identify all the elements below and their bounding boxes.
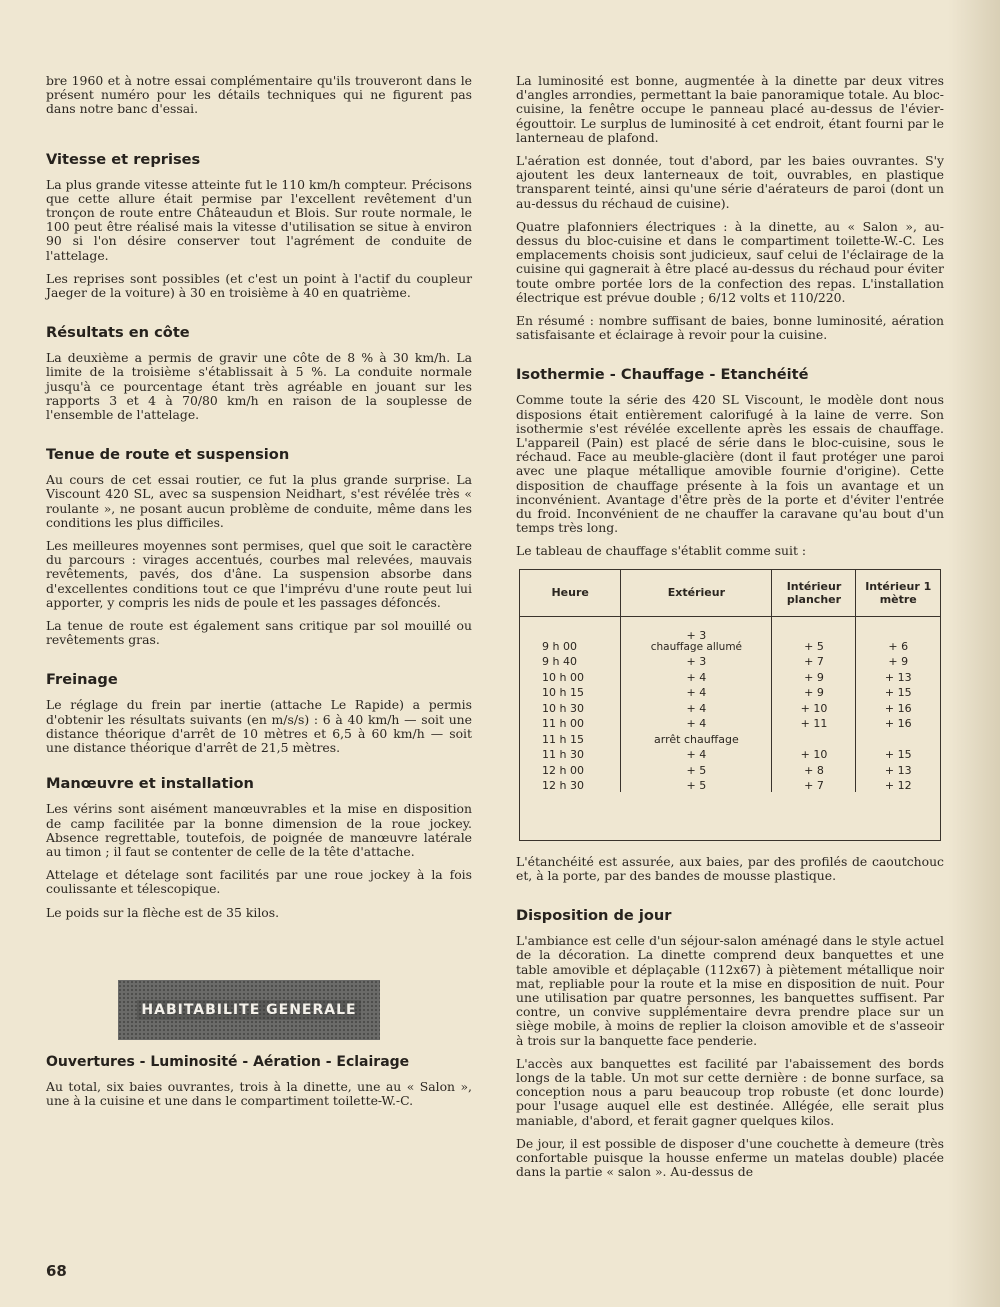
disposition-paragraph-3: De jour, il est possible de disposer d'une couchette à demeure (très confortable puisque la housse enferme un matelas double) placée dans la partie « salon ». Au-dessus de: [516, 1135, 944, 1180]
heading-tenue: Tenue de route et suspension: [46, 446, 290, 464]
heading-cote: Résultats en côte: [46, 324, 190, 342]
heating-table: [519, 569, 941, 841]
banner-label: HABITABILITE GENERALE: [137, 1000, 360, 1020]
luminosite-paragraph: La luminosité est bonne, augmentée à la dinette par deux vitres d'angles arrondies, permettant la baie panoramique totale. Au bloc-cuisine, la fenêtre occupe le panneau placé au-dessus de l'évier-égouttoir. Le surplus de luminosité à cet endroit, étant fourni par le lanterneau de plafond.: [516, 73, 944, 145]
section-banner: [118, 980, 380, 1040]
header-metre: Intérieur 1 mètre: [856, 570, 940, 617]
heading-manoeuvre: Manœuvre et installation: [46, 775, 254, 793]
plafonniers-paragraph: Quatre plafonniers électriques : à la dinette, au « Salon », au-dessus du bloc-cuisine et dans le compartiment toilette-W.-C. Les emplacements choisis sont judicieux, sauf celui de l'éclairage de la cuisine qui gagnerait à être placé au-dessus du réchaud pour éviter toute ombre portée lors de la confection des repas. L'installation électrique est prévue double ; 6/12 volts et 110/220.: [516, 218, 944, 305]
heading-isothermie: Isothermie - Chauffage - Etanchéité: [516, 366, 809, 384]
header-exterieur: Extérieur: [621, 570, 772, 617]
freinage-paragraph: Le réglage du frein par inertie (attache Le Rapide) a permis d'obtenir les résultats suivants (en m/s/s) : 6 à 40 km/h — soit une distance théorique d'arrêt de 10 mètres et 6,5 à 60 km/h — soit une distance théorique d'arrêt de 21,5 mètres.: [46, 697, 472, 756]
table-row: 12 h 00 + 5 + 8 + 13: [520, 761, 940, 777]
isothermie-paragraph: Comme toute la série des 420 SL Viscount, le modèle dont nous disposions était entièrement calorifugé à la laine de verre. Son isothermie s'est révélée excellente après les essais de chauffage. L'appareil (Pain) est placé de série dans le bloc-cuisine, sous le réchaud. Face au meuble-glacière (dont il faut protéger une paroi avec une plaque métallique amovible fournie d'origine). Cette disposition de chauffage présente à la fois un avantage et un inconvénient. Avantage d'être près de la porte et d'éviter l'entrée du froid. Inconvénient de ne chauffer la caravane qu'au bout d'un temps très long.: [516, 392, 944, 536]
heading-vitesse: Vitesse et reprises: [46, 150, 201, 168]
table-row: 9 h 00 + 3 chauffage allumé + 5 + 6: [520, 616, 940, 653]
table-row: 11 h 30 + 4 + 10 + 15: [520, 746, 940, 762]
resume-paragraph: En résumé : nombre suffisant de baies, bonne luminosité, aération satisfaisante et éclairage à revoir pour la cuisine.: [516, 313, 944, 343]
header-plancher: Intérieur plancher: [772, 570, 856, 617]
cote-paragraph: La deuxième a permis de gravir une côte de 8 % à 30 km/h. La limite de la troisième s'établissait à 5 %. La conduite normale jusqu'à ce pourcentage étant très agréable en jouant sur les rapports 3 et 4 à 70/80 km/h en raison de la souplesse de l'ensemble de l'attelage.: [46, 350, 472, 423]
intro-paragraph: bre 1960 et à notre essai complémentaire qu'ils trouveront dans le présent numéro pour les détails techniques qui ne figurent pas dans notre banc d'essai.: [46, 73, 472, 117]
right-column: [516, 74, 944, 1188]
vitesse-paragraph-2: Les reprises sont possibles (et c'est un point à l'actif du coupleur Jaeger de la voiture) à 30 en troisième à 40 en quatrième.: [46, 270, 472, 301]
disposition-paragraph-1: L'ambiance est celle d'un séjour-salon aménagé dans le style actuel de la décoration. La dinette comprend deux banquettes et une table amovible et déplaçable (112x67) à piètement métallique noir mat, repliable pour la route et la mise en disposition de nuit. Pour une utilisation par quatre personnes, les banquettes suffisent. Par contre, un convive supplémentaire devra prendre place sur un siège mobile, à moins de replier la cloison amovible et de s'asseoir à trois sur la banquette face penderie.: [516, 933, 944, 1048]
heading-disposition: Disposition de jour: [516, 907, 672, 925]
heading-freinage: Freinage: [46, 671, 118, 689]
heading-ouvertures: Ouvertures - Luminosité - Aération - Eclairage: [46, 1053, 410, 1070]
aeration-paragraph: L'aération est donnée, tout d'abord, par les baies ouvrantes. S'y ajoutent les deux lanterneaux de toit, ouvrables, en plastique transparent teinté, ainsi qu'une série d'aérateurs de paroi (dont un au-dessus du réchaud de cuisine).: [516, 153, 944, 211]
disposition-paragraph-2: L'accès aux banquettes est facilité par l'abaissement des bords longs de la table. Un mot sur cette dernière : de bonne surface, sa conception nous a paru beaucoup trop robuste (et donc lourde) pour l'usage auquel elle est destinée. Allégée, elle serait plus maniable, d'abord, et ferait gagner quelques kilos.: [516, 1055, 944, 1128]
manoeuvre-paragraph-1: Les vérins sont aisément manœuvrables et la mise en disposition de camp facilitée par la bonne dimension de la roue jockey. Absence regrettable, toutefois, de poignée de manœuvre latérale au timon ; il faut se contenter de celle de la tête d'attache.: [46, 801, 472, 859]
table-row: 9 h 40 + 3 + 7 + 9: [520, 653, 940, 669]
tableau-intro: Le tableau de chauffage s'établit comme suit :: [516, 543, 807, 559]
table-row: 11 h 15 arrêt chauffage: [520, 730, 940, 746]
tenue-paragraph-1: Au cours de cet essai routier, ce fut la plus grande surprise. La Viscount 420 SL, avec sa suspension Neidhart, s'est révélée très « roulante », ne posant aucun problème de conduite, même dans les conditions les plus difficiles.: [46, 472, 472, 530]
page-number: 68: [46, 1262, 67, 1280]
vitesse-paragraph-1: La plus grande vitesse atteinte fut le 110 km/h compteur. Précisons que cette allure était permise par l'excellent revêtement d'un tronçon de route entre Châteaudun et Blois. Sur route normale, le 100 peut être réalisé mais la vitesse d'utilisation se situe à environ 90 si l'on désire conserver tout l'agrément de conduite de l'attelage.: [46, 176, 472, 263]
table-row: 12 h 30 + 5 + 7 + 12: [520, 777, 940, 793]
manoeuvre-paragraph-3: Le poids sur la flèche est de 35 kilos.: [46, 904, 280, 920]
etancheite-paragraph: L'étanchéité est assurée, aux baies, par des profilés de caoutchouc et, à la porte, par des bandes de mousse plastique.: [516, 853, 944, 883]
page-fold-shadow: [948, 0, 1000, 1307]
tenue-paragraph-3: La tenue de route est également sans critique par sol mouillé ou revêtements gras.: [46, 618, 472, 648]
table-row: 10 h 30 + 4 + 10 + 16: [520, 699, 940, 715]
table-header-row: [520, 570, 940, 617]
table-row: 11 h 00 + 4 + 11 + 16: [520, 715, 940, 731]
ouvertures-paragraph: Au total, six baies ouvrantes, trois à la dinette, une au « Salon », une à la cuisine et une dans le compartiment toilette-W.-C.: [46, 1078, 472, 1108]
table-row: 10 h 15 + 4 + 9 + 15: [520, 684, 940, 700]
manoeuvre-paragraph-2: Attelage et dételage sont facilités par une roue jockey à la fois coulissante et télescopique.: [46, 867, 472, 897]
left-column: [46, 74, 472, 1117]
table-row: 10 h 00 + 4 + 9 + 13: [520, 668, 940, 684]
header-heure: Heure: [520, 570, 621, 617]
tenue-paragraph-2: Les meilleures moyennes sont permises, quel que soit le caractère du parcours : virages accentués, courbes mal relevées, mauvais revêtements, pavés, dos d'âne. La suspension absorbe dans d'excellentes conditions tout ce que l'imprévu d'une route peut lui apporter, y compris les nids de poule et les passages défoncés.: [46, 538, 472, 610]
